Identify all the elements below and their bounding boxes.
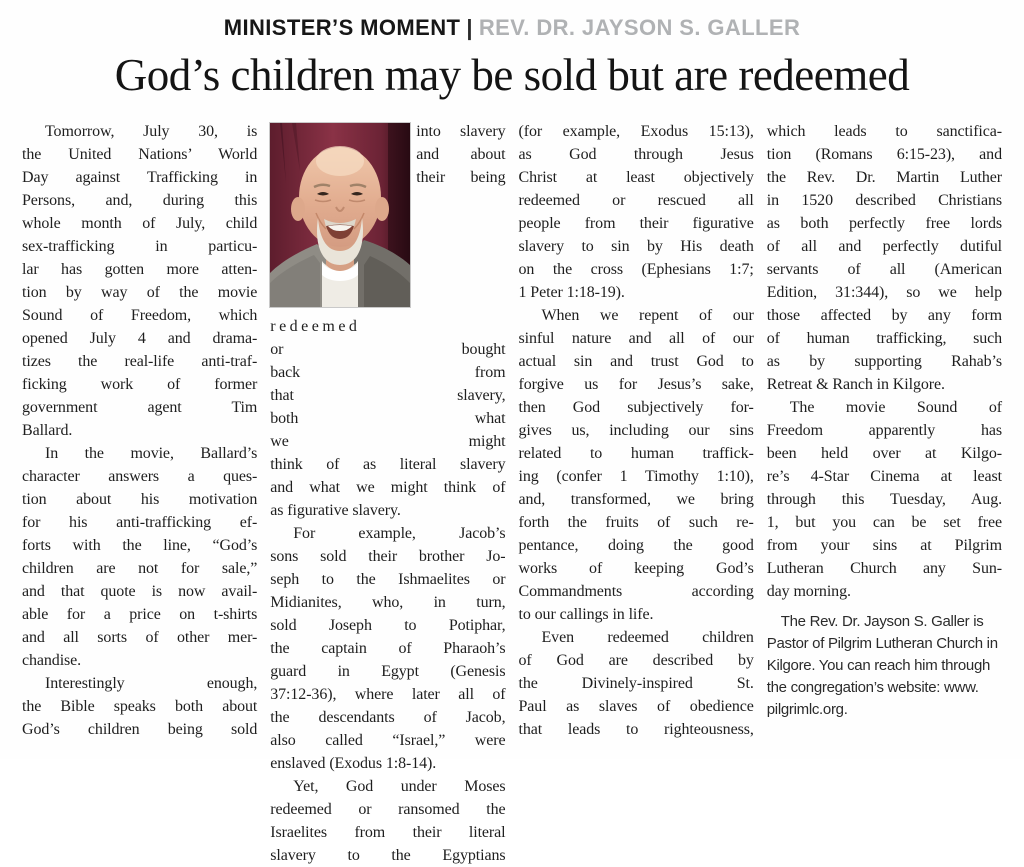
body-line: Edition, 31:344), so we help <box>766 284 1002 301</box>
body-line: forth the fruits of such re- <box>518 514 754 531</box>
kicker-separator: | <box>466 15 473 40</box>
body-line: we might <box>270 433 506 450</box>
body-line: the descendants of Jacob, <box>270 709 506 726</box>
kicker-author-name: REV. DR. JAYSON S. GALLER <box>478 15 801 40</box>
article-body <box>0 120 1024 867</box>
body-line: sinful nature and all of our <box>518 330 754 347</box>
body-line: into slavery <box>416 123 506 140</box>
body-line: opened July 4 and drama- <box>22 330 258 347</box>
body-line: of God are described by <box>518 652 754 669</box>
body-line: In the movie, Ballard’s <box>45 445 258 462</box>
body-line: government agent Tim <box>22 399 258 416</box>
body-line: also called “Israel,” were <box>270 732 506 749</box>
body-line: Christ at least objectively <box>518 169 754 186</box>
body-line: that leads to righteousness, <box>518 721 754 738</box>
body-line: for his anti-trafficking ef- <box>22 514 258 531</box>
body-line: and what we might think of <box>270 479 506 496</box>
bio-line: the congregation’s website: www. <box>766 679 979 696</box>
body-line: ing (confer 1 Timothy 1:10), <box>518 468 754 485</box>
body-line: in 1520 described Christians <box>766 192 1002 209</box>
body-line: able for a price on t-shirts <box>22 606 258 623</box>
body-line: as by supporting Rahab’s <box>766 353 1002 370</box>
body-line: 1, but you can be set free <box>766 514 1002 531</box>
body-line: from your sins at Pilgrim <box>766 537 1002 554</box>
body-line: those affected by any form <box>766 307 1002 324</box>
body-line: slavery to sin by His death <box>518 238 754 255</box>
body-line: whole month of July, child <box>22 215 258 232</box>
article-headline: God’s children may be sold but are redeemed <box>114 50 910 100</box>
body-line: that slavery, <box>270 387 506 404</box>
body-line: For example, Jacob’s <box>293 525 506 542</box>
body-line: lar has gotten more atten- <box>22 261 258 278</box>
body-line: ficking work of former <box>22 376 258 393</box>
body-line: their being <box>416 169 506 186</box>
bio-line: The Rev. Dr. Jayson S. Galler is <box>780 613 984 630</box>
body-line: servants of all (American <box>766 261 1002 278</box>
kicker-section-title: MINISTER’S MOMENT <box>223 15 461 40</box>
body-line: Persons, and, during this <box>22 192 258 209</box>
column-2 <box>270 120 505 867</box>
column-3 <box>519 120 754 867</box>
body-line: redeemed <box>270 318 361 335</box>
body-line: and about <box>416 146 506 163</box>
body-line: (for example, Exodus 15:13), <box>518 123 754 140</box>
portrait-photo <box>270 123 410 307</box>
column-4 <box>767 120 1002 867</box>
body-line: When we repent of our <box>541 307 754 324</box>
body-line: re’s 4-Star Cinema at least <box>766 468 1002 485</box>
body-line: sons sold their brother Jo- <box>270 548 506 565</box>
body-line: redeemed or rescued all <box>518 192 754 209</box>
body-line: on the cross (Ephesians 1:7; <box>518 261 754 278</box>
body-line: through this Tuesday, Aug. <box>766 491 1002 508</box>
bio-line: Pastor of Pilgrim Lutheran Church in <box>766 635 998 652</box>
portrait-photo-graphic <box>270 123 410 307</box>
body-line: tion (Romans 6:15-23), and <box>766 146 1002 163</box>
body-line: Sound of Freedom, which <box>22 307 258 324</box>
body-line: Tomorrow, July 30, is <box>45 123 258 140</box>
body-line: forgive us for Jesus’s sake, <box>518 376 754 393</box>
body-line: as figurative slavery. <box>270 502 401 519</box>
body-line: of human trafficking, such <box>766 330 1002 347</box>
body-line: The movie Sound of <box>789 399 1002 416</box>
body-line: to our callings in life. <box>518 606 654 623</box>
body-line: Ballard. <box>22 422 73 439</box>
body-line: children are not for sale,” <box>22 560 258 577</box>
body-line: the Bible speaks both about <box>22 698 258 715</box>
body-line: Day against Trafficking in <box>22 169 258 186</box>
body-line: tion by way of the movie <box>22 284 258 301</box>
body-line: slavery to the Egyptians <box>270 847 506 864</box>
column-1 <box>22 120 257 867</box>
body-line: chandise. <box>22 652 82 669</box>
body-line: Freedom apparently has <box>766 422 1002 439</box>
body-line: redeemed or ransomed the <box>270 801 506 818</box>
body-line: back from <box>270 364 506 381</box>
bio-line: pilgrimlc.org. <box>766 701 848 718</box>
body-line: Retreat & Ranch in Kilgore. <box>766 376 945 393</box>
body-line: character answers a ques- <box>22 468 258 485</box>
body-line: then God subjectively for- <box>518 399 754 416</box>
body-line: both what <box>270 410 506 427</box>
body-line: Midianites, who, in turn, <box>270 594 506 611</box>
body-line: forts with the line, “God’s <box>22 537 258 554</box>
body-line: and that quote is now avail- <box>22 583 258 600</box>
body-line: and all sorts of other mer- <box>22 629 258 646</box>
body-line: pentance, doing the good <box>518 537 754 554</box>
body-line: tizes the real-life anti-traf- <box>22 353 258 370</box>
body-line: or bought <box>270 341 506 358</box>
body-line: the captain of Pharaoh’s <box>270 640 506 657</box>
body-line: seph to the Ishmaelites or <box>270 571 506 588</box>
body-line: 37:12-36), where later all of <box>270 686 506 703</box>
body-line: of all and perfectly dutiful <box>766 238 1002 255</box>
body-line: Paul as slaves of obedience <box>518 698 754 715</box>
body-line: which leads to sanctifica- <box>766 123 1002 140</box>
body-line: God’s children being sold <box>22 721 258 738</box>
body-line: Even redeemed children <box>541 629 754 646</box>
body-line: works of keeping God’s <box>518 560 754 577</box>
body-line: the Rev. Dr. Martin Luther <box>766 169 1002 186</box>
bio-line: Kilgore. You can reach him through <box>766 657 991 674</box>
section-kicker <box>0 0 1024 41</box>
body-line: Commandments according <box>518 583 754 600</box>
body-line: actual sin and trust God to <box>518 353 754 370</box>
body-line: as God through Jesus <box>518 146 754 163</box>
body-line: Lutheran Church any Sun- <box>766 560 1002 577</box>
body-line: related to human traffick- <box>518 445 754 462</box>
body-line: as both perfectly free lords <box>766 215 1002 232</box>
body-line: Interestingly enough, <box>45 675 258 692</box>
body-line: day morning. <box>766 583 851 600</box>
body-line: the United Nations’ World <box>22 146 258 163</box>
body-line: been held over at Kilgo- <box>766 445 1002 462</box>
body-line: sold Joseph to Potiphar, <box>270 617 506 634</box>
body-line: the Divinely-inspired St. <box>518 675 754 692</box>
body-line: Yet, God under Moses <box>293 778 506 795</box>
body-line: guard in Egypt (Genesis <box>270 663 506 680</box>
body-line: tion about his motivation <box>22 491 258 508</box>
author-bio <box>767 611 1002 721</box>
body-line: gives us, including our sins <box>518 422 754 439</box>
body-line: think of as literal slavery <box>270 456 506 473</box>
body-line: Israelites from their literal <box>270 824 506 841</box>
body-line: 1 Peter 1:18-19). <box>518 284 625 301</box>
body-line: sex-trafficking in particu- <box>22 238 258 255</box>
body-line: enslaved (Exodus 1:8-14). <box>270 755 437 772</box>
body-line: people from their figurative <box>518 215 754 232</box>
body-line: and, transformed, we bring <box>518 491 754 508</box>
